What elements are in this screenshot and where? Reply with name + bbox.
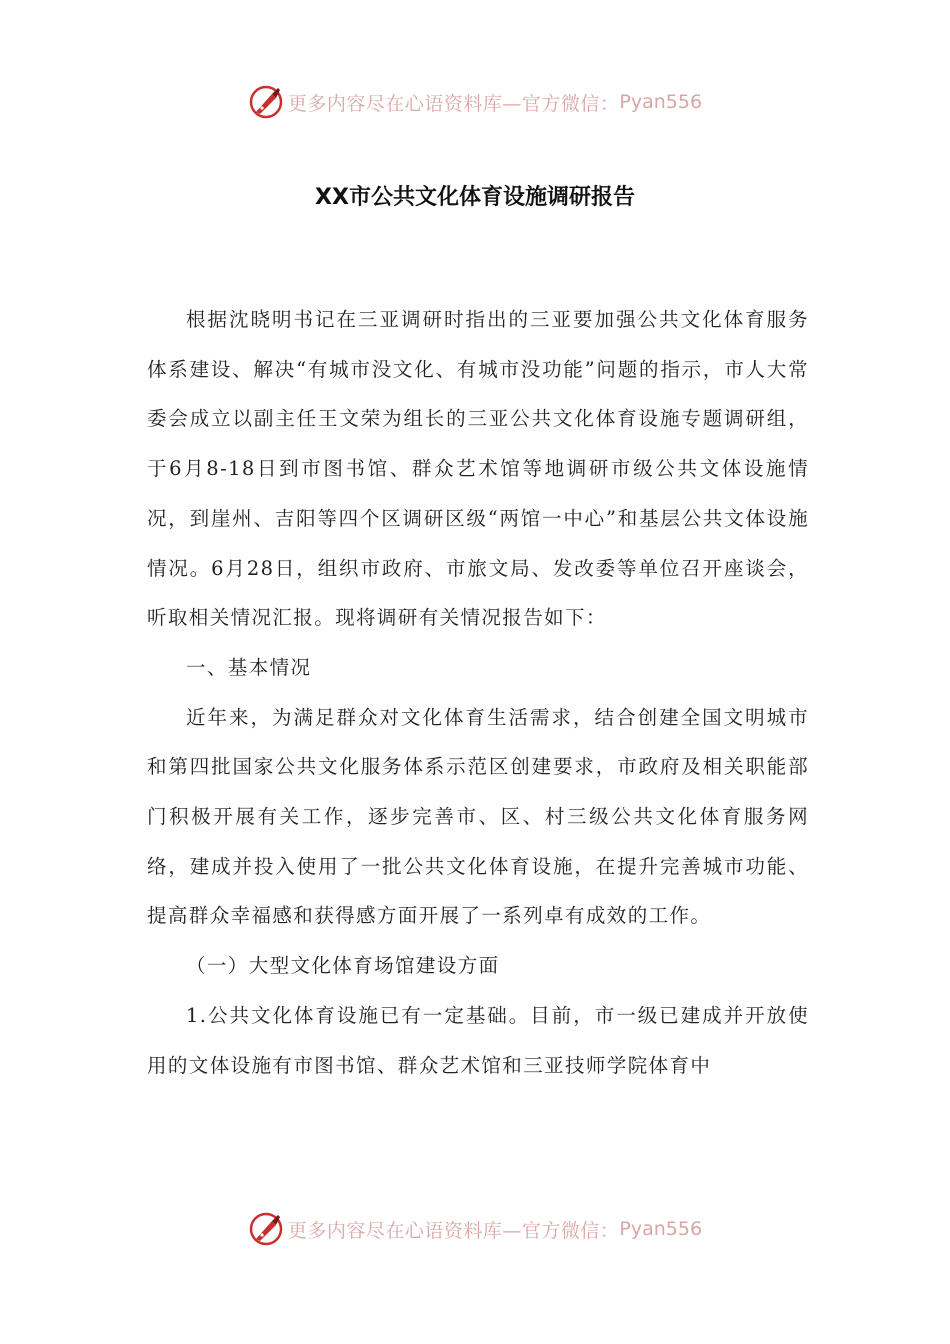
document-body xyxy=(147,295,809,1090)
intro-paragraph: 根据沈晓明书记在三亚调研时指出的三亚要加强公共文化体育服务体系建设、解决“有城市没文化、有城市没功能”问题的指示，市人大常委会成立以副主任王文荣为组长的三亚公共文化体育设施专题调研组，于6月8-18日到市图书馆、群众艺术馆等地调研市级公共文体设施情况，到崖州、吉阳等四个区调研区级“两馆一中心”和基层公共文体设施情况。6月28日，组织市政府、市旅文局、发改委等单位召开座谈会，听取相关情况汇报。现将调研有关情况报告如下： xyxy=(147,308,809,630)
document-title: XX市公共文化体育设施调研报告 xyxy=(315,185,635,210)
pen-nib-logo-icon xyxy=(248,84,284,120)
watermark-wechat-id: Pyan556 xyxy=(619,1218,703,1240)
watermark-text: 更多内容尽在心语资料库—官方微信： xyxy=(287,92,620,115)
subsection-heading: （一）大型文化体育场馆建设方面 xyxy=(186,954,500,978)
watermark-text: 更多内容尽在心语资料库—官方微信： xyxy=(287,1219,620,1242)
body-paragraph: 近年来，为满足群众对文化体育生活需求，结合创建全国文明城市和第四批国家公共文化服务体系示范区创建要求，市政府及相关职能部门积极开展有关工作，逐步完善市、区、村三级公共文化体育服务网络，建成并投入使用了一批公共文化体育设施，在提升完善城市功能、提高群众幸福感和获得感方面开展了一系列卓有成效的工作。 xyxy=(147,705,809,928)
watermark-wechat-id: Pyan556 xyxy=(619,91,703,113)
body-paragraph: 1.公共文化体育设施已有一定基础。目前，市一级已建成并开放使用的文体设施有市图书馆、群众艺术馆和三亚技师学院体育中 xyxy=(147,1003,809,1077)
watermark-banner-top xyxy=(0,82,950,122)
section-heading: 一、基本情况 xyxy=(186,655,312,679)
pen-nib-logo-icon xyxy=(248,1211,284,1247)
watermark-banner-bottom xyxy=(0,1209,950,1249)
